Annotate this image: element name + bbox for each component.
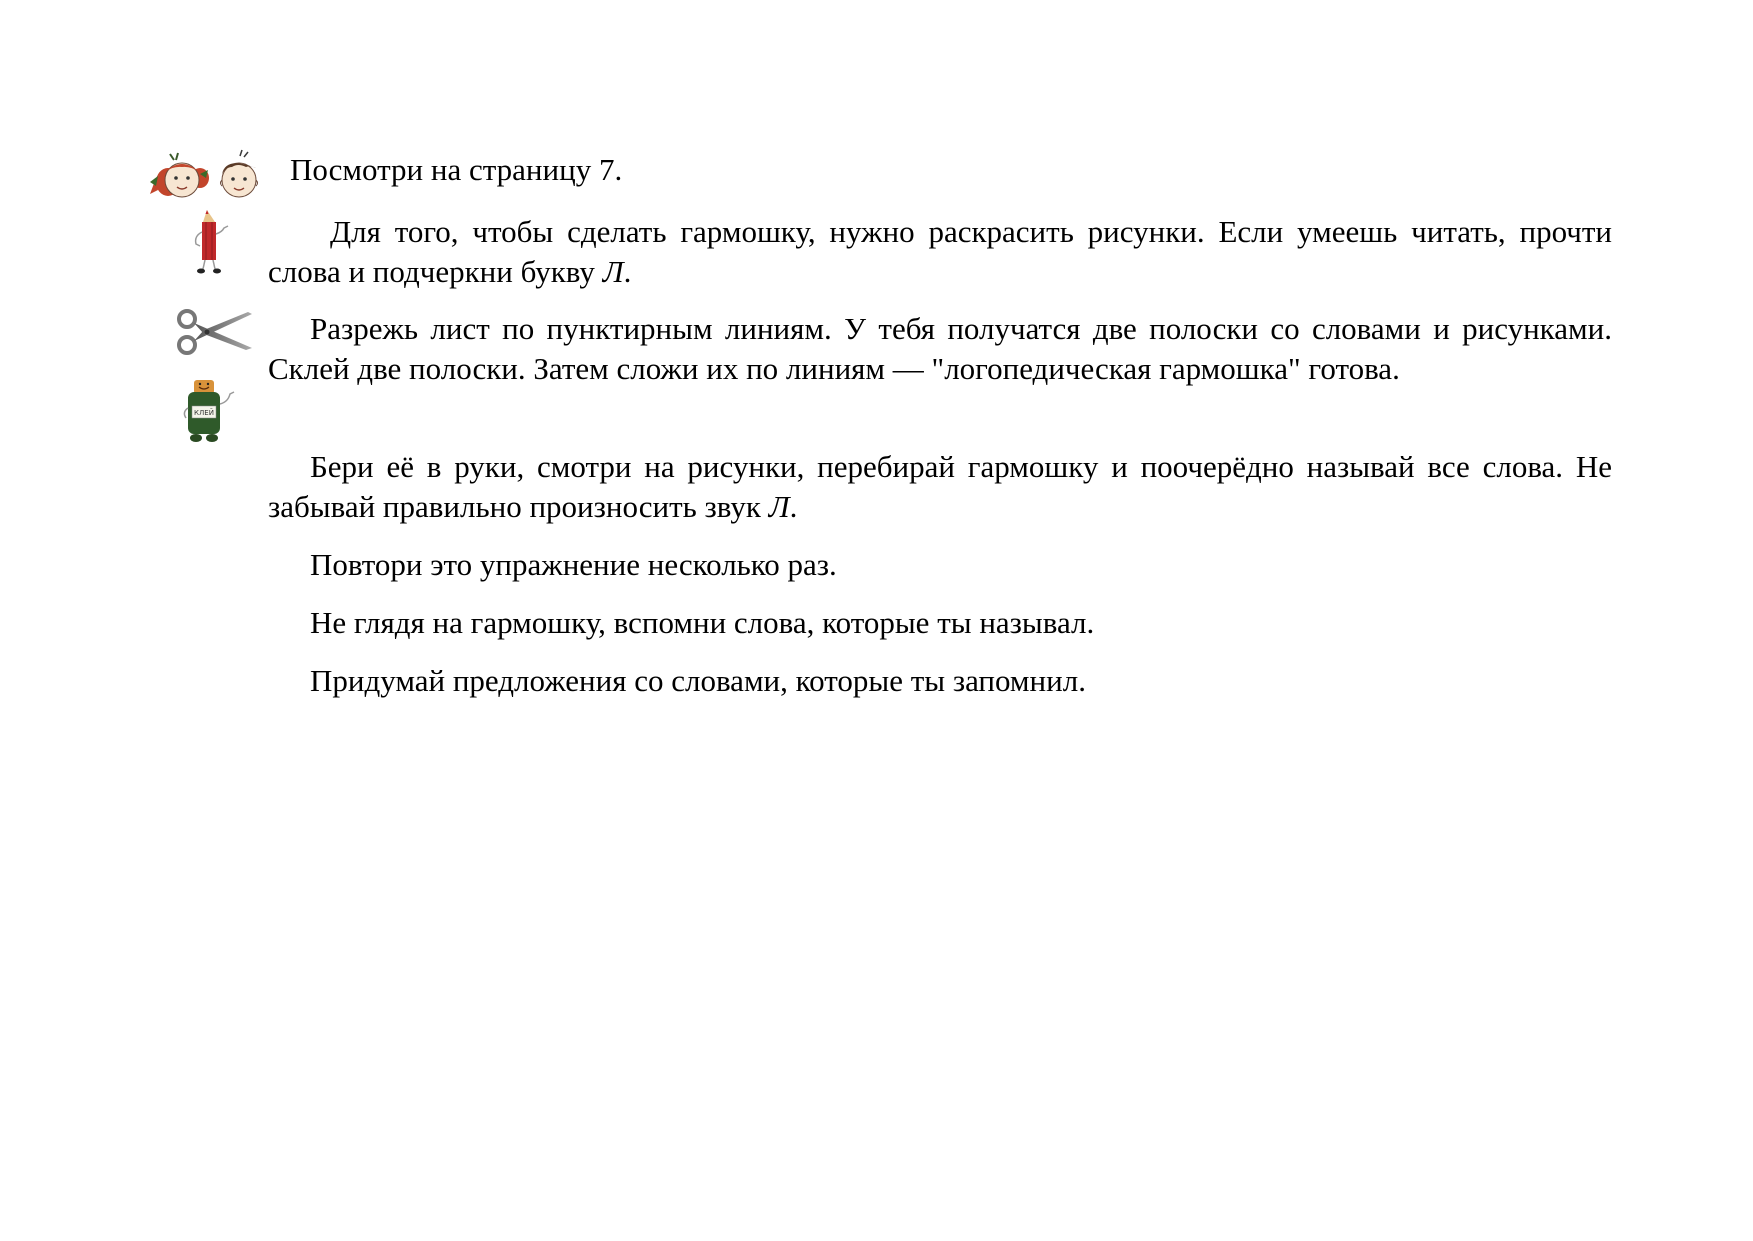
paragraph-text: Не глядя на гармошку, вспомни слова, которые ты называл. (310, 605, 1095, 640)
instruction-recall (268, 603, 1612, 643)
pencil-character-icon (188, 208, 234, 278)
instruction-color-pictures (268, 212, 1612, 292)
instruction-look-page (290, 150, 890, 190)
glue-label: КЛЕЙ (194, 409, 214, 417)
instruction-name-words (268, 447, 1612, 527)
glue-character-icon (182, 378, 242, 446)
paragraph-text: Для того, чтобы сделать гармошку, нужно раскрасить рисунки. Если умеешь читать, прочти слова и подчеркни букву (268, 214, 1612, 289)
instruction-cut-and-glue (268, 309, 1612, 389)
letter-l: Л (602, 254, 624, 289)
paragraph-text: Посмотри на страницу 7. (290, 152, 623, 187)
paragraph-end: . (623, 254, 632, 289)
children-faces-icon (148, 148, 270, 203)
scissors-icon (176, 308, 256, 358)
paragraph-text: Повтори это упражнение несколько раз. (310, 547, 837, 582)
paragraph-text: Придумай предложения со словами, которые ты запомнил. (310, 663, 1086, 698)
letter-l: Л (768, 489, 790, 524)
paragraph-text: Бери её в руки, смотри на рисунки, перебирай гармошку и поочерёдно называй все слова. Не забывай правильно произносить звук (268, 449, 1612, 524)
paragraph-end: . (789, 489, 798, 524)
paragraph-text: Разрежь лист по пунктирным линиям. У тебя получатся две полоски со словами и рисунками. Склей две полоски. Затем сложи их по линиям — "логопедическая гармошка" готова. (268, 311, 1612, 386)
instruction-repeat (268, 545, 1612, 585)
instruction-sentences (268, 661, 1612, 701)
